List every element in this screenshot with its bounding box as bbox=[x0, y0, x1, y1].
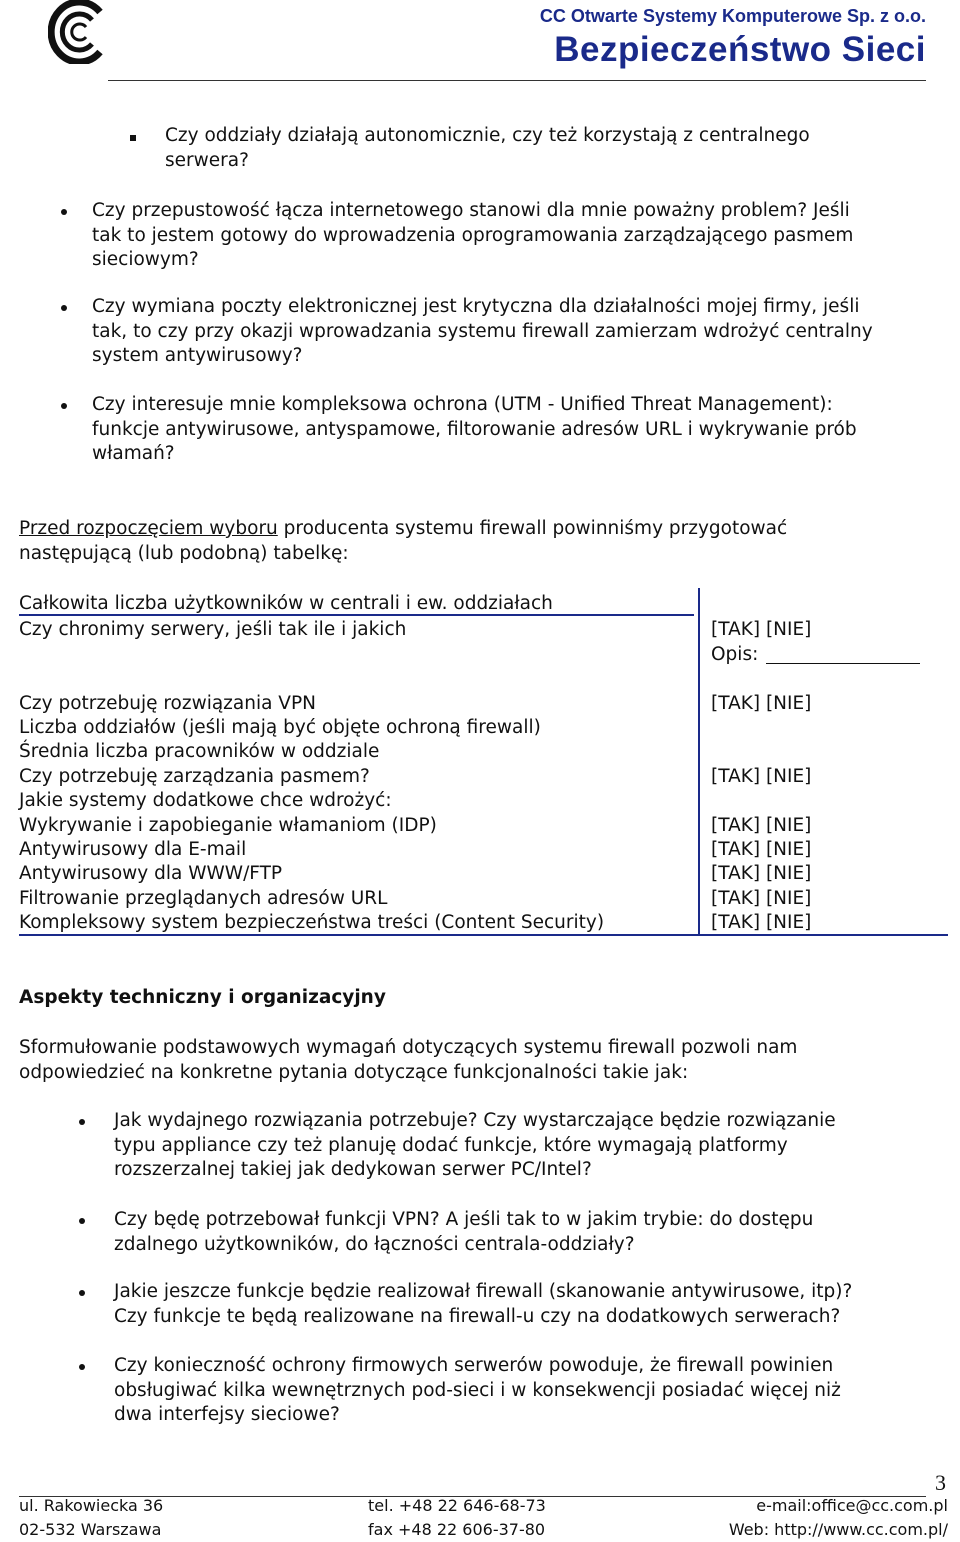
opis-label: Opis: bbox=[711, 644, 759, 665]
bullet-dot bbox=[61, 209, 67, 215]
table-value: [TAK] [NIE] bbox=[711, 693, 812, 714]
table-row: Jakie systemy dodatkowe chce wdrożyć: bbox=[19, 790, 392, 811]
table-row: Wykrywanie i zapobieganie włamaniom (IDP) bbox=[19, 815, 437, 836]
header-divider bbox=[108, 80, 926, 81]
table-row: Czy potrzebuję zarządzania pasmem? bbox=[19, 766, 370, 787]
opis-blank-line bbox=[766, 663, 920, 664]
table-column-divider bbox=[698, 588, 700, 936]
table-value: [TAK] [NIE] bbox=[711, 839, 812, 860]
table-row: Całkowita liczba użytkowników w centrali i ew. oddziałach bbox=[19, 593, 553, 614]
email-link[interactable]: e-mail:office@cc.com.pl bbox=[756, 1496, 948, 1515]
bullet-item: Czy interesuje mnie kompleksowa ochrona (UTM - Unified Threat Management): funkcje antywirusowe, antyspamowe, filtorowanie adresów URL i wykrywanie prób włamań? bbox=[92, 394, 857, 464]
bullet-dot bbox=[79, 1364, 85, 1370]
bullet-dot bbox=[61, 305, 67, 311]
table-row: Czy potrzebuję rozwiązania VPN bbox=[19, 693, 316, 714]
bullet-dot bbox=[79, 1119, 85, 1125]
table-row: Średnia liczba pracowników w oddziale bbox=[19, 741, 380, 762]
table-value: [TAK] [NIE] bbox=[711, 766, 812, 787]
intro-underlined: Przed rozpoczęciem wyboru bbox=[19, 518, 278, 539]
company-name: CC Otwarte Systemy Komputerowe Sp. z o.o. bbox=[539, 6, 926, 26]
bullet-item: Czy wymiana poczty elektronicznej jest krytyczna dla działalności mojej firmy, jeśli tak, to czy przy okazji wprowadzania systemu firewall zamierzam wdrożyć centralny system antywirusowy? bbox=[92, 296, 873, 366]
bullet-square bbox=[130, 135, 136, 141]
page-number: 3 bbox=[935, 1470, 946, 1495]
table-value: [TAK] [NIE] bbox=[711, 863, 812, 884]
bullet-dot bbox=[79, 1218, 85, 1224]
table-row: Antywirusowy dla WWW/FTP bbox=[19, 863, 283, 884]
document-title: Bezpieczeństwo Sieci bbox=[554, 30, 926, 69]
bullet-item: Czy konieczność ochrony firmowych serwerów powoduje, że firewall powinien obsługiwać kilka wewnętrznych pod-sieci i w konsekwencji posiadać więcej niż dwa interfejsy sieciowe? bbox=[114, 1355, 841, 1425]
footer-address: ul. Rakowiecka 36 02-532 Warszawa bbox=[19, 1496, 164, 1539]
bullet-item: Jak wydajnego rozwiązania potrzebuje? Czy wystarczające będzie rozwiązanie typu appliance czy też planuję dodać funkcje, które wymagają platformy rozszerzalnej takiej jak dedykowan serwer PC/Intel? bbox=[114, 1110, 836, 1180]
company-logo bbox=[48, 0, 106, 64]
section-heading: Aspekty techniczny i organizacyjny bbox=[19, 987, 386, 1008]
web-link[interactable]: Web: http://www.cc.com.pl/ bbox=[728, 1520, 948, 1539]
table-row: Liczba oddziałów (jeśli mają być objęte ochroną firewall) bbox=[19, 717, 541, 738]
footer-phone: tel. +48 22 646-68-73 fax +48 22 606-37-80 bbox=[368, 1496, 546, 1539]
bullet-dot bbox=[79, 1290, 85, 1296]
bullet-item: Czy będę potrzebował funkcji VPN? A jeśli tak to w jakim trybie: do dostępu zdalnego użytkowników, do łączności centrala-oddziały? bbox=[114, 1209, 814, 1255]
table-value: [TAK] [NIE] bbox=[711, 815, 812, 836]
bullet-item: Czy przepustowość łącza internetowego stanowi dla mnie poważny problem? Jeśli tak to jestem gotowy do wprowadzenia oprogramowania zarządzającego pasmem sieciowym? bbox=[92, 200, 854, 270]
table-value: [TAK] [NIE] bbox=[711, 912, 812, 933]
table-row: Filtrowanie przeglądanych adresów URL bbox=[19, 888, 388, 909]
table-value: [TAK] [NIE] bbox=[711, 888, 812, 909]
section-paragraph: Sformułowanie podstawowych wymagań dotyczących systemu firewall pozwoli nam odpowiedzieć na konkretne pytania dotyczące funkcjonalności takie jak: bbox=[19, 1037, 798, 1083]
table-row: Kompleksowy system bezpieczeństwa treści (Content Security) bbox=[19, 912, 605, 933]
intro-paragraph: Przed rozpoczęciem wyboru producenta systemu firewall powinniśmy przygotować następującą (lub podobną) tabelkę: bbox=[19, 518, 788, 564]
table-row: Czy chronimy serwery, jeśli tak ile i jakich bbox=[19, 619, 407, 640]
bullet-dot bbox=[61, 403, 67, 409]
bullet-item: Czy oddziały działają autonomicznie, czy też korzystają z centralnego serwera? bbox=[165, 125, 810, 171]
table-value: [TAK] [NIE] bbox=[711, 619, 812, 640]
table-row: Antywirusowy dla E-mail bbox=[19, 839, 247, 860]
bullet-item: Jakie jeszcze funkcje będzie realizował firewall (skanowanie antywirusowe, itp)? Czy funkcje te będą realizowane na firewall-u czy na dodatkowych serwerach? bbox=[114, 1281, 853, 1327]
